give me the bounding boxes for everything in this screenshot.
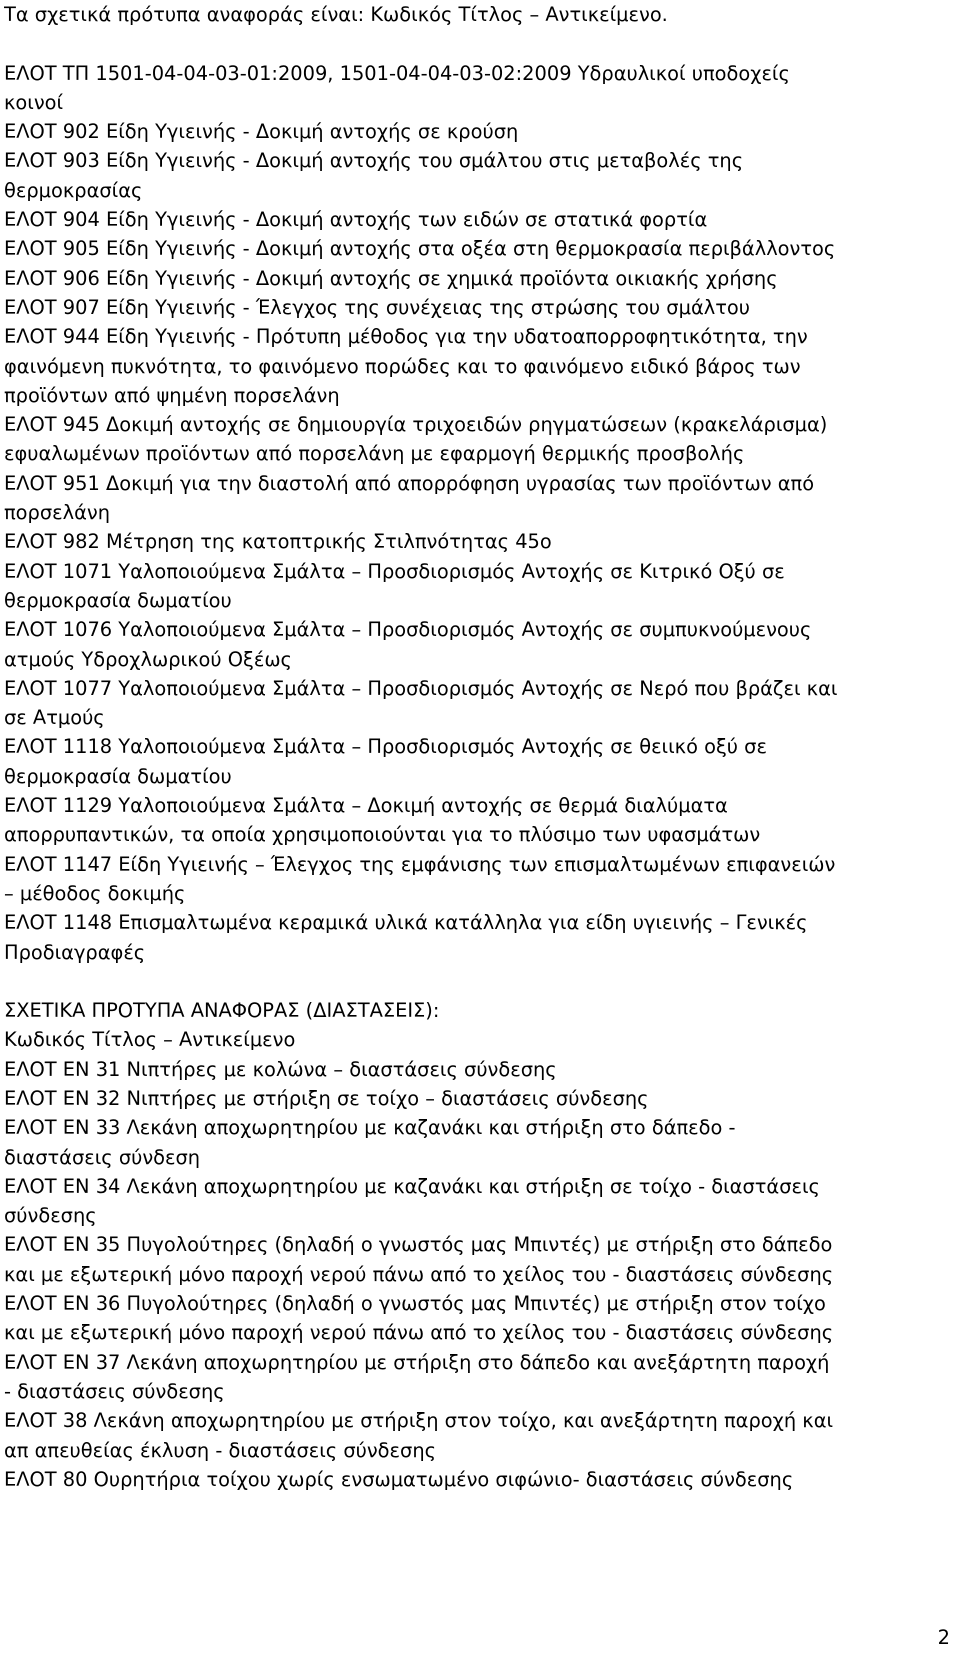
text-line: ΕΛΟΤ 904 Είδη Υγιεινής - Δοκιμή αντοχής των ειδών σε στατικά φορτία — [4, 208, 708, 232]
blank-line — [4, 967, 952, 996]
text-line: θερμοκρασίας — [4, 178, 143, 202]
text-line: ΕΛΟΤ ΕΝ 32 Νιπτήρες με στήριξη σε τοίχο – διαστάσεις σύνδεσης — [4, 1086, 649, 1110]
text-line: ΕΛΟΤ 903 Είδη Υγιεινής - Δοκιμή αντοχής του σμάλτου στις μεταβολές της — [4, 149, 744, 173]
section-subheading: Κωδικός Τίτλος – Αντικείμενο — [4, 1028, 296, 1052]
text-line: ΕΛΟΤ 945 Δοκιμή αντοχής σε δημιουργία τριχοειδών ρηγματώσεων (κρακελάρισμα) — [4, 413, 828, 437]
text-line: ΕΛΟΤ 38 Λεκάνη αποχωρητηρίου με στήριξη στον τοίχο, και ανεξάρτητη παροχή και — [4, 1409, 834, 1433]
text-line: ΕΛΟΤ ΕΝ 35 Πυγολούτηρες (δηλαδή ο γνωστός μας Μπιντές) με στήριξη στο δάπεδο — [4, 1233, 833, 1257]
text-line: ΕΛΟΤ ΕΝ 33 Λεκάνη αποχωρητηρίου με καζανάκι και στήριξη στο δάπεδο - — [4, 1116, 736, 1140]
text-line: ατμούς Υδροχλωρικού Οξέως — [4, 647, 292, 671]
text-line: απ απευθείας έκλυση - διαστάσεις σύνδεσης — [4, 1438, 436, 1462]
text-line: θερμοκρασία δωματίου — [4, 764, 232, 788]
document-body — [4, 0, 952, 1494]
text-line: ΕΛΟΤ ΕΝ 34 Λεκάνη αποχωρητηρίου με καζανάκι και στήριξη σε τοίχο - διαστάσεις — [4, 1174, 820, 1198]
text-line: – μέθοδος δοκιμής — [4, 881, 186, 905]
text-line: ΕΛΟΤ ΕΝ 31 Νιπτήρες με κολώνα – διαστάσεις σύνδεσης — [4, 1057, 557, 1081]
text-line: ΕΛΟΤ 1076 Υαλοποιούμενα Σμάλτα – Προσδιορισμός Αντοχής σε συμπυκνούμενους — [4, 618, 812, 642]
text-line: ΕΛΟΤ 951 Δοκιμή για την διαστολή από απορρόφηση υγρασίας των προϊόντων από — [4, 471, 815, 495]
text-line: ΕΛΟΤ 902 Είδη Υγιεινής - Δοκιμή αντοχής σε κρούση — [4, 120, 519, 144]
text-line: θερμοκρασία δωματίου — [4, 588, 232, 612]
text-line: ΕΛΟΤ 1118 Υαλοποιούμενα Σμάλτα – Προσδιορισμός Αντοχής σε θειικό οξύ σε — [4, 735, 767, 759]
text-line: ΕΛΟΤ 982 Μέτρηση της κατοπτρικής Στιλπνότητας 45ο — [4, 530, 552, 554]
text-line: φαινόμενη πυκνότητα, το φαινόμενο πορώδες και το φαινόμενο ειδικό βάρος των — [4, 354, 801, 378]
text-line: προϊόντων από ψημένη πορσελάνη — [4, 383, 340, 407]
text-line: εφυαλωμένων προϊόντων από πορσελάνη με εφαρμογή θερμικής προσβολής — [4, 442, 745, 466]
intro-line: Τα σχετικά πρότυπα αναφοράς είναι: Κωδικός Τίτλος – Αντικείμενο. — [4, 3, 668, 26]
text-line: ΕΛΟΤ 906 Είδη Υγιεινής - Δοκιμή αντοχής σε χημικά προϊόντα οικιακής χρήσης — [4, 266, 778, 290]
text-line: ΕΛΟΤ 1147 Είδη Υγιεινής – Έλεγχος της εμφάνισης των επισμαλτωμένων επιφανειών — [4, 852, 836, 876]
section-heading: ΣΧΕΤΙΚΑ ΠΡΟΤΥΠΑ ΑΝΑΦΟΡΑΣ (ΔΙΑΣΤΑΣΕΙΣ): — [4, 999, 440, 1023]
text-line: - διαστάσεις σύνδεσης — [4, 1379, 225, 1403]
text-line: και με εξωτερική μόνο παροχή νερού πάνω από το χείλος του - διαστάσεις σύνδεσης — [4, 1262, 834, 1286]
dimension-standards-list — [4, 1055, 952, 1494]
text-line: ΕΛΟΤ 1071 Υαλοποιούμενα Σμάλτα – Προσδιορισμός Αντοχής σε Κιτρικό Οξύ σε — [4, 559, 785, 583]
text-line: κοινοί — [4, 90, 64, 114]
text-line: ΕΛΟΤ 907 Είδη Υγιεινής - Έλεγχος της συνέχειας της στρώσης του σμάλτου — [4, 295, 750, 319]
text-line: ΕΛΟΤ 944 Είδη Υγιεινής - Πρότυπη μέθοδος για την υδατοαπορροφητικότητα, την — [4, 325, 808, 349]
blank-line — [4, 29, 952, 58]
text-line: ΕΛΟΤ ΕΝ 37 Λεκάνη αποχωρητηρίου με στήριξη στο δάπεδο και ανεξάρτητη παροχή — [4, 1350, 830, 1374]
text-line: απορρυπαντικών, τα οποία χρησιμοποιούνται για το πλύσιμο των υφασμάτων — [4, 823, 761, 847]
text-line: σε Ατμούς — [4, 706, 105, 730]
text-line: Προδιαγραφές — [4, 940, 146, 964]
text-line: ΕΛΟΤ 1148 Επισμαλτωμένα κεραμικά υλικά κατάλληλα για είδη υγιεινής – Γενικές — [4, 911, 808, 935]
text-line: πορσελάνη — [4, 501, 110, 525]
reference-standards-list — [4, 59, 952, 967]
text-line: ΕΛΟΤ 1129 Υαλοποιούμενα Σμάλτα – Δοκιμή αντοχής σε θερμά διαλύματα — [4, 794, 728, 818]
text-line: σύνδεσης — [4, 1204, 97, 1228]
page-number: 2 — [937, 1626, 950, 1649]
text-line: και με εξωτερική μόνο παροχή νερού πάνω από το χείλος του - διαστάσεις σύνδεσης — [4, 1321, 834, 1345]
text-line: ΕΛΟΤ 905 Είδη Υγιεινής - Δοκιμή αντοχής στα οξέα στη θερμοκρασία περιβάλλοντος — [4, 237, 836, 261]
text-line: ΕΛΟΤ 80 Ουρητήρια τοίχου χωρίς ενσωματωμένο σιφώνιο- διαστάσεις σύνδεσης — [4, 1467, 794, 1491]
text-line: ΕΛΟΤ ΕΝ 36 Πυγολούτηρες (δηλαδή ο γνωστός μας Μπιντές) με στήριξη στον τοίχο — [4, 1292, 826, 1316]
text-line: ΕΛΟΤ ΤΠ 1501-04-04-03-01:2009, 1501-04-04-03-02:2009 Υδραυλικοί υποδοχείς — [4, 61, 790, 85]
text-line: διαστάσεις σύνδεση — [4, 1145, 201, 1169]
text-line: ΕΛΟΤ 1077 Υαλοποιούμενα Σμάλτα – Προσδιορισμός Αντοχής σε Νερό που βράζει και — [4, 676, 838, 700]
